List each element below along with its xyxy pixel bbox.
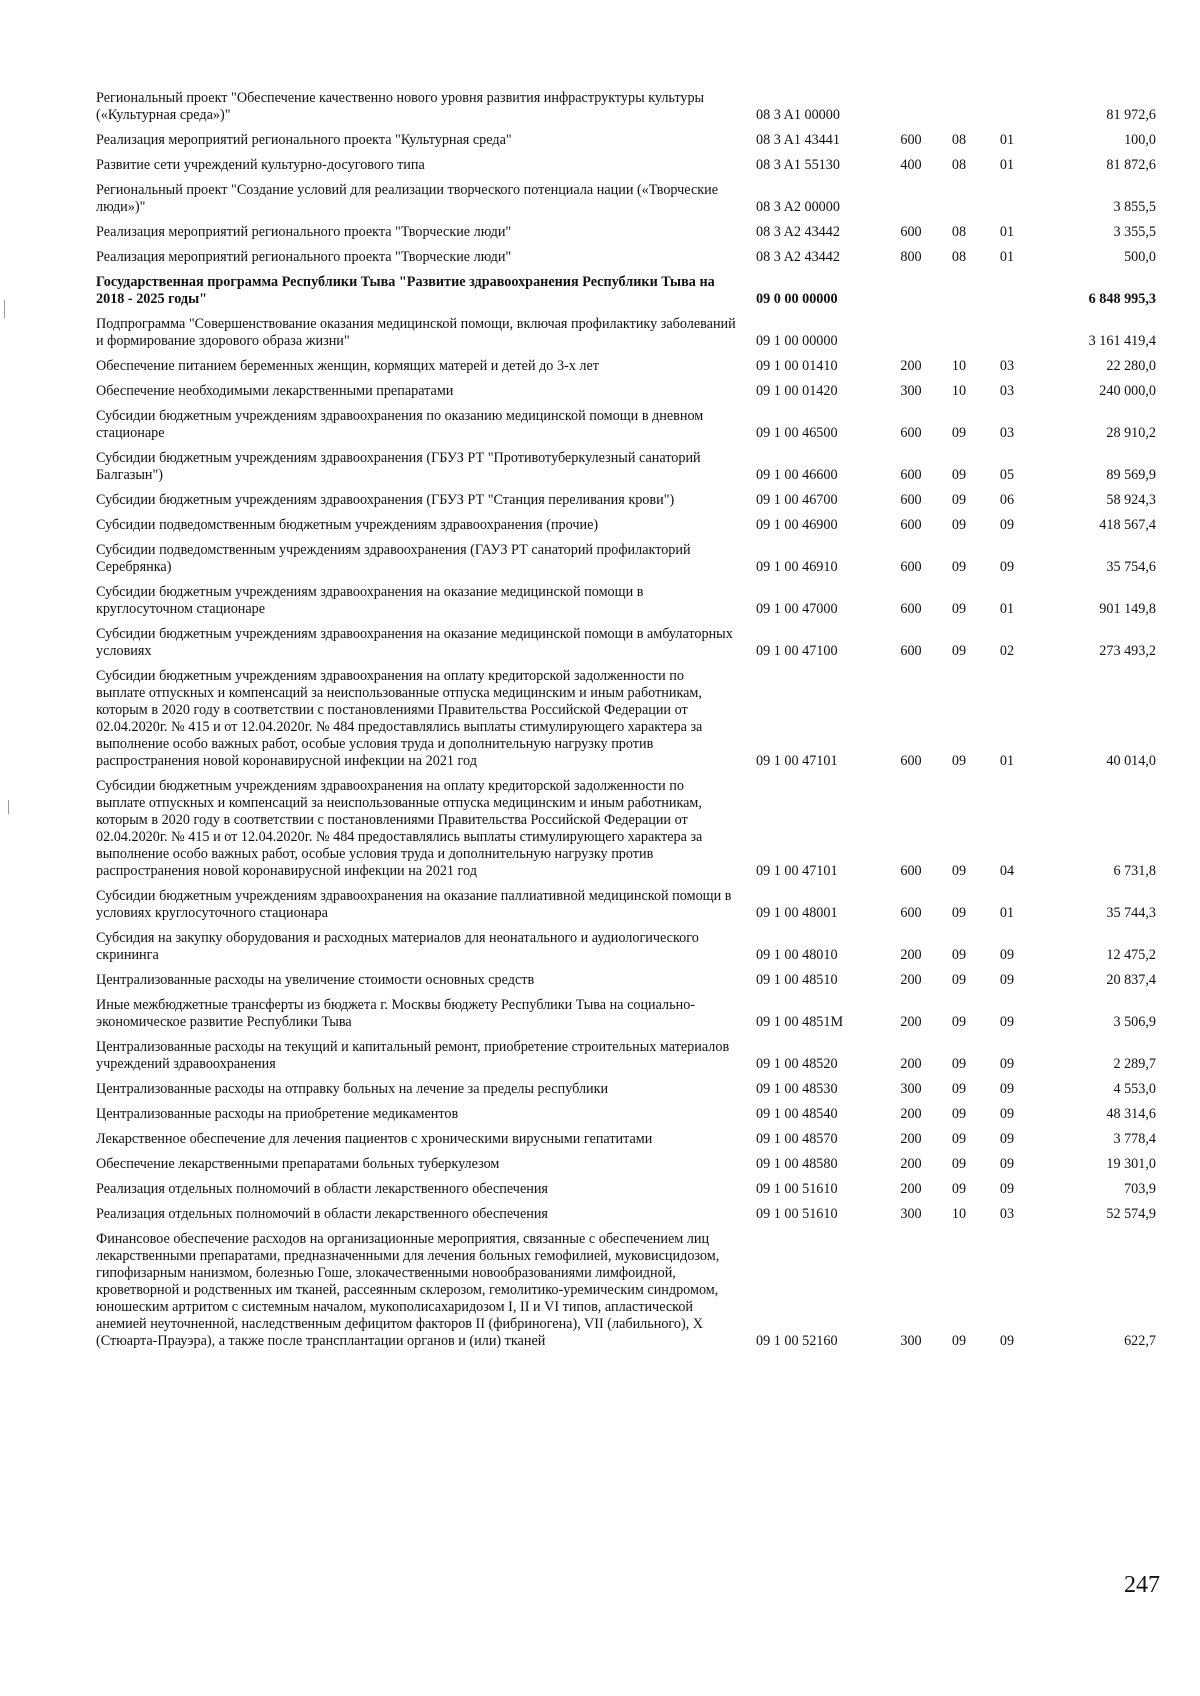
amount: 3 506,9	[1113, 1014, 1156, 1030]
expense-name: Реализация мероприятий регионального проекта "Творческие люди"	[96, 249, 512, 265]
expense-type-code: 600	[900, 643, 922, 659]
subsection-code: 03	[999, 425, 1015, 441]
expense-type-code	[888, 270, 934, 312]
section-code: 10	[951, 383, 967, 399]
expense-type-code: 600	[900, 224, 922, 240]
section-code: 09	[951, 905, 967, 921]
amount: 89 569,9	[1106, 467, 1156, 483]
table-row	[96, 245, 1156, 270]
scan-artifact	[8, 800, 9, 814]
amount: 3 778,4	[1113, 1131, 1156, 1147]
subsection-code: 03	[999, 358, 1015, 374]
section-code: 09	[951, 1081, 967, 1097]
section-code: 09	[951, 947, 967, 963]
amount: 35 754,6	[1106, 559, 1156, 575]
expense-type-code: 600	[900, 517, 922, 533]
target-item-code: 09 1 00 46910	[756, 559, 838, 575]
subsection-code: 05	[999, 467, 1015, 483]
section-code: 09	[951, 1056, 967, 1072]
expense-name: Реализация отдельных полномочий в области лекарственного обеспечения	[96, 1181, 548, 1197]
section-code: 09	[951, 517, 967, 533]
subsection-code: 09	[999, 517, 1015, 533]
section-code: 09	[951, 1333, 967, 1349]
target-item-code: 09 1 00 48530	[756, 1081, 838, 1097]
expense-type-code: 200	[900, 1056, 922, 1072]
amount: 81 872,6	[1106, 157, 1156, 173]
expense-type-code: 300	[900, 1081, 922, 1097]
table-row	[96, 1127, 1156, 1152]
subsection-code: 01	[999, 157, 1015, 173]
subsection-code: 09	[999, 559, 1015, 575]
section-code: 09	[951, 972, 967, 988]
amount: 6 848 995,3	[1088, 291, 1156, 307]
subsection-code: 01	[999, 224, 1015, 240]
table-row	[96, 86, 1156, 128]
target-item-code: 09 1 00 51610	[756, 1181, 838, 1197]
section-code: 09	[951, 601, 967, 617]
section-code: 09	[951, 492, 967, 508]
subsection-code: 09	[999, 1181, 1015, 1197]
section-code: 09	[951, 863, 967, 879]
section-code: 09	[951, 425, 967, 441]
expense-name: Централизованные расходы на текущий и капитальный ремонт, приобретение строительных материалов учреждений здравоохранения	[96, 1039, 730, 1072]
expense-type-code: 400	[900, 157, 922, 173]
subsection-code: 09	[999, 1081, 1015, 1097]
expense-type-code: 600	[900, 601, 922, 617]
subsection-code: 09	[999, 1333, 1015, 1349]
expense-name: Региональный проект "Создание условий для реализации творческого потенциала нации («Творческие люди»)"	[96, 182, 719, 215]
section-code: 09	[951, 467, 967, 483]
table-row	[96, 379, 1156, 404]
table-row	[96, 968, 1156, 993]
table-row	[96, 270, 1156, 312]
subsection-code: 01	[999, 132, 1015, 148]
amount: 703,9	[1124, 1181, 1156, 1197]
section-code: 09	[951, 1181, 967, 1197]
expense-type-code: 600	[900, 425, 922, 441]
expense-name: Субсидии подведомственным учреждениям здравоохранения (ГАУЗ РТ санаторий профилакторий Серебрянка)	[96, 542, 691, 575]
amount: 19 301,0	[1106, 1156, 1156, 1172]
amount: 3 355,5	[1113, 224, 1156, 240]
expense-name: Региональный проект "Обеспечение качественно нового уровня развития инфраструктуры культуры («Культурная среда»)"	[96, 90, 705, 123]
expense-name: Централизованные расходы на отправку больных на лечение за пределы республики	[96, 1081, 609, 1097]
amount: 622,7	[1124, 1333, 1156, 1349]
expense-name: Государственная программа Республики Тыва "Развитие здравоохранения Республики Тыва на 2018 - 2025 годы"	[96, 274, 715, 307]
section-code: 10	[951, 358, 967, 374]
section-code: 09	[951, 1156, 967, 1172]
expense-name: Иные межбюджетные трансферты из бюджета г. Москвы бюджету Республики Тыва на социально-экономическое развитие Республики Тыва	[96, 997, 696, 1030]
expense-type-code: 200	[900, 1106, 922, 1122]
expense-name: Централизованные расходы на приобретение медикаментов	[96, 1106, 459, 1122]
amount: 48 314,6	[1106, 1106, 1156, 1122]
subsection-code: 01	[999, 753, 1015, 769]
table-row	[96, 1102, 1156, 1127]
expense-type-code: 600	[900, 753, 922, 769]
expense-type-code: 600	[900, 132, 922, 148]
section-code: 09	[951, 1014, 967, 1030]
table-row	[96, 354, 1156, 379]
table-row	[96, 993, 1156, 1035]
expense-name: Реализация отдельных полномочий в области лекарственного обеспечения	[96, 1206, 548, 1222]
table-row	[96, 220, 1156, 245]
amount: 4 553,0	[1113, 1081, 1156, 1097]
table-row	[96, 153, 1156, 178]
expense-type-code: 200	[900, 947, 922, 963]
target-item-code: 09 1 00 48010	[756, 947, 838, 963]
target-item-code: 08 3 A1 43441	[756, 132, 840, 148]
table-row	[96, 404, 1156, 446]
amount: 418 567,4	[1099, 517, 1156, 533]
expense-name: Субсидия на закупку оборудования и расходных материалов для неонатального и аудиологического скрининга	[96, 930, 699, 963]
expense-name: Субсидии бюджетным учреждениям здравоохранения на оплату кредиторской задолженности по выплате отпускных и компенсаций за неиспользованные отпуска медицинским и иным работникам, которым в 2020 году в соответствии с постановлениями Правительства Российской Федерации от 02.04.2020г. № 415 и от 12.04.2020г. № 484 предоставлялись выплаты стимулирующего характера за выполнение особо важных работ, особые условия труда и дополнительную нагрузку против распространения новой коронавирусной инфекции на 2021 год	[96, 778, 703, 879]
subsection-code: 04	[999, 863, 1015, 879]
subsection-code	[984, 312, 1030, 354]
table-row	[96, 580, 1156, 622]
expense-name: Обеспечение лекарственными препаратами больных туберкулезом	[96, 1156, 500, 1172]
target-item-code: 09 1 00 48580	[756, 1156, 838, 1172]
section-code: 09	[951, 1131, 967, 1147]
expense-name: Развитие сети учреждений культурно-досугового типа	[96, 157, 425, 173]
table-row	[96, 1077, 1156, 1102]
section-code: 09	[951, 643, 967, 659]
target-item-code: 09 0 00 00000	[756, 291, 838, 307]
target-item-code: 08 3 A1 00000	[756, 107, 840, 123]
expense-type-code: 800	[900, 249, 922, 265]
expense-name: Подпрограмма "Совершенствование оказания медицинской помощи, включая профилактику заболеваний и формирование здорового образа жизни"	[96, 316, 736, 349]
table-row	[96, 774, 1156, 884]
expense-name: Субсидии бюджетным учреждениям здравоохранения на оказание медицинской помощи в круглосуточном стационаре	[96, 584, 644, 617]
target-item-code: 09 1 00 48570	[756, 1131, 838, 1147]
section-code	[934, 86, 984, 128]
amount: 40 014,0	[1106, 753, 1156, 769]
expense-name: Лекарственное обеспечение для лечения пациентов с хроническими вирусными гепатитами	[96, 1131, 653, 1147]
target-item-code: 09 1 00 46500	[756, 425, 838, 441]
expense-type-code	[888, 86, 934, 128]
subsection-code	[984, 86, 1030, 128]
target-item-code: 09 1 00 52160	[756, 1333, 838, 1349]
amount: 3 855,5	[1113, 199, 1156, 215]
table-row	[96, 446, 1156, 488]
target-item-code: 09 1 00 51610	[756, 1206, 838, 1222]
table-row	[96, 622, 1156, 664]
table-row	[96, 513, 1156, 538]
amount: 58 924,3	[1106, 492, 1156, 508]
expense-name: Финансовое обеспечение расходов на организационные мероприятия, связанные с обеспечением лиц лекарственными препаратами, предназначенными для лечения больных гемофилией, муковисцидозом, гипофизарным нанизмом, болезнью Гоше, злокачественными новообразованиями лимфоидной, кроветворной и родственных им тканей, рассеянным склерозом, гемолитико-уремическим синдромом, юношеским артритом с системным началом, мукополисахаридозом I, II и VI типов, апластической анемией неуточненной, наследственным дефицитом факторов II (фибриногена), VII (лабильного), X (Стюарта-Прауэра), а также после трансплантации органов и (или) тканей	[96, 1231, 720, 1349]
amount: 273 493,2	[1099, 643, 1156, 659]
target-item-code: 09 1 00 47100	[756, 643, 838, 659]
target-item-code: 09 1 00 46900	[756, 517, 838, 533]
expense-name: Субсидии бюджетным учреждениям здравоохранения на оплату кредиторской задолженности по выплате отпускных и компенсаций за неиспользованные отпуска медицинским и иным работникам, которым в 2020 году в соответствии с постановлениями Правительства Российской Федерации от 02.04.2020г. № 415 и от 12.04.2020г. № 484 предоставлялись выплаты стимулирующего характера за выполнение особо важных работ, особые условия труда и дополнительную нагрузку против распространения новой коронавирусной инфекции на 2021 год	[96, 668, 703, 769]
expense-type-code: 200	[900, 1156, 922, 1172]
table-row	[96, 1035, 1156, 1077]
expense-type-code: 600	[900, 467, 922, 483]
subsection-code	[984, 178, 1030, 220]
target-item-code: 09 1 00 48520	[756, 1056, 838, 1072]
subsection-code: 09	[999, 972, 1015, 988]
target-item-code: 09 1 00 01410	[756, 358, 838, 374]
expense-type-code: 200	[900, 972, 922, 988]
section-code: 08	[951, 224, 967, 240]
subsection-code: 09	[999, 947, 1015, 963]
amount: 35 744,3	[1106, 905, 1156, 921]
budget-table	[96, 86, 1156, 1354]
table-row	[96, 1177, 1156, 1202]
target-item-code: 09 1 00 48510	[756, 972, 838, 988]
amount: 28 910,2	[1106, 425, 1156, 441]
table-row	[96, 1152, 1156, 1177]
scan-artifact	[4, 300, 5, 318]
table-row	[96, 926, 1156, 968]
expense-name: Обеспечение питанием беременных женщин, кормящих матерей и детей до 3-х лет	[96, 358, 599, 374]
target-item-code: 09 1 00 48001	[756, 905, 838, 921]
table-row	[96, 538, 1156, 580]
page-number: 247	[1124, 1572, 1160, 1598]
budget-table-body	[96, 86, 1156, 1354]
expense-name: Субсидии бюджетным учреждениям здравоохранения на оказание медицинской помощи в амбулаторных условиях	[96, 626, 733, 659]
target-item-code: 08 3 A2 00000	[756, 199, 840, 215]
section-code: 09	[951, 1106, 967, 1122]
target-item-code: 09 1 00 47000	[756, 601, 838, 617]
expense-type-code: 300	[900, 383, 922, 399]
table-row	[96, 488, 1156, 513]
target-item-code: 09 1 00 01420	[756, 383, 838, 399]
subsection-code: 06	[999, 492, 1015, 508]
subsection-code: 01	[999, 601, 1015, 617]
expense-type-code: 200	[900, 1181, 922, 1197]
expense-type-code	[888, 178, 934, 220]
section-code	[934, 270, 984, 312]
amount: 500,0	[1124, 249, 1156, 265]
section-code: 08	[951, 249, 967, 265]
subsection-code: 02	[999, 643, 1015, 659]
amount: 12 475,2	[1106, 947, 1156, 963]
table-row	[96, 884, 1156, 926]
expense-name: Субсидии бюджетным учреждениям здравоохранения (ГБУЗ РТ "Противотуберкулезный санаторий Балгазын")	[96, 450, 701, 483]
table-row	[96, 1227, 1156, 1354]
expense-type-code: 300	[900, 1206, 922, 1222]
expense-type-code: 200	[900, 1131, 922, 1147]
target-item-code: 09 1 00 47101	[756, 863, 838, 879]
amount: 81 972,6	[1106, 107, 1156, 123]
table-row	[96, 312, 1156, 354]
expense-type-code	[888, 312, 934, 354]
section-code	[934, 178, 984, 220]
amount: 6 731,8	[1113, 863, 1156, 879]
expense-name: Субсидии подведомственным бюджетным учреждениям здравоохранения (прочие)	[96, 517, 599, 533]
amount: 901 149,8	[1099, 601, 1156, 617]
target-item-code: 08 3 A2 43442	[756, 224, 840, 240]
target-item-code: 09 1 00 47101	[756, 753, 838, 769]
expense-name: Реализация мероприятий регионального проекта "Творческие люди"	[96, 224, 512, 240]
section-code: 10	[951, 1206, 967, 1222]
section-code: 08	[951, 132, 967, 148]
section-code: 09	[951, 559, 967, 575]
subsection-code: 09	[999, 1056, 1015, 1072]
expense-type-code: 600	[900, 863, 922, 879]
expense-name: Субсидии бюджетным учреждениям здравоохранения по оказанию медицинской помощи в дневном стационаре	[96, 408, 704, 441]
target-item-code: 09 1 00 46600	[756, 467, 838, 483]
target-item-code: 08 3 A2 43442	[756, 249, 840, 265]
subsection-code: 03	[999, 1206, 1015, 1222]
expense-type-code: 200	[900, 358, 922, 374]
expense-type-code: 600	[900, 492, 922, 508]
expense-type-code: 600	[900, 559, 922, 575]
subsection-code: 03	[999, 383, 1015, 399]
table-row	[96, 128, 1156, 153]
section-code	[934, 312, 984, 354]
amount: 22 280,0	[1106, 358, 1156, 374]
expense-type-code: 300	[900, 1333, 922, 1349]
table-row	[96, 178, 1156, 220]
expense-name: Реализация мероприятий регионального проекта "Культурная среда"	[96, 132, 512, 148]
subsection-code: 09	[999, 1106, 1015, 1122]
subsection-code: 01	[999, 249, 1015, 265]
expense-name: Субсидии бюджетным учреждениям здравоохранения на оказание паллиативной медицинской помощи в условиях круглосуточного стационара	[96, 888, 732, 921]
amount: 100,0	[1124, 132, 1156, 148]
table-row	[96, 664, 1156, 774]
target-item-code: 08 3 A1 55130	[756, 157, 840, 173]
section-code: 09	[951, 753, 967, 769]
expense-name: Централизованные расходы на увеличение стоимости основных средств	[96, 972, 535, 988]
section-code: 08	[951, 157, 967, 173]
expense-type-code: 200	[900, 1014, 922, 1030]
expense-type-code: 600	[900, 905, 922, 921]
target-item-code: 09 1 00 46700	[756, 492, 838, 508]
target-item-code: 09 1 00 48540	[756, 1106, 838, 1122]
amount: 240 000,0	[1099, 383, 1156, 399]
amount: 20 837,4	[1106, 972, 1156, 988]
amount: 2 289,7	[1113, 1056, 1156, 1072]
table-row	[96, 1202, 1156, 1227]
amount: 3 161 419,4	[1088, 333, 1156, 349]
subsection-code: 09	[999, 1014, 1015, 1030]
subsection-code	[984, 270, 1030, 312]
expense-name: Субсидии бюджетным учреждениям здравоохранения (ГБУЗ РТ "Станция переливания крови")	[96, 492, 675, 508]
target-item-code: 09 1 00 00000	[756, 333, 838, 349]
subsection-code: 09	[999, 1131, 1015, 1147]
target-item-code: 09 1 00 4851M	[756, 1014, 844, 1030]
expense-name: Обеспечение необходимыми лекарственными препаратами	[96, 383, 454, 399]
amount: 52 574,9	[1106, 1206, 1156, 1222]
subsection-code: 01	[999, 905, 1015, 921]
subsection-code: 09	[999, 1156, 1015, 1172]
